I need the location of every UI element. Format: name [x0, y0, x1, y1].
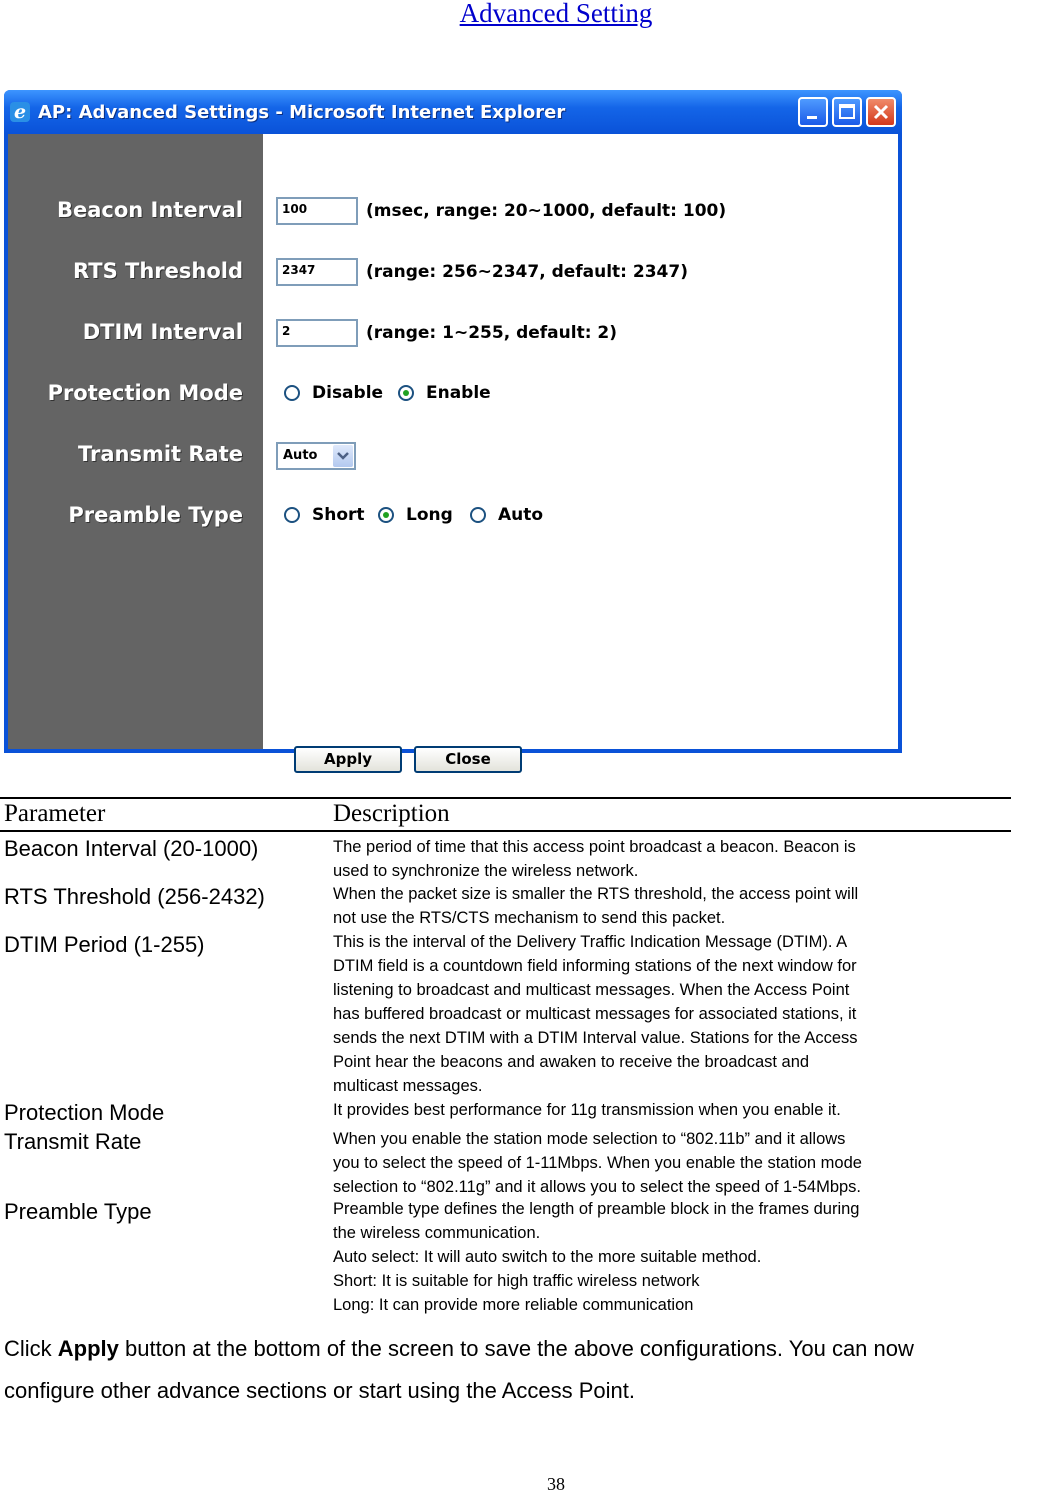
ie-window: [4, 90, 902, 768]
preamble-short-label: Short: [312, 505, 365, 525]
rts-threshold-label: RTS Threshold: [73, 259, 243, 283]
table-row-desc: The period of time that this access point broadcast a beacon. Beacon is used to synchronize the wireless network.: [333, 838, 856, 880]
table-row-desc: It provides best performance for 11g transmission when you enable it.: [333, 1101, 841, 1119]
protection-mode-label: Protection Mode: [47, 381, 243, 405]
window-title: AP: Advanced Settings - Microsoft Internet Explorer: [38, 102, 566, 123]
table-row-param: Beacon Interval (20-1000): [4, 836, 259, 861]
dropdown-arrow[interactable]: [333, 445, 353, 467]
preamble-long-label: Long: [406, 505, 453, 525]
protection-enable-label: Enable: [426, 383, 491, 403]
rts-threshold-input[interactable]: 2347: [276, 258, 358, 286]
window-content: [8, 134, 898, 768]
beacon-interval-hint: (msec, range: 20~1000, default: 100): [366, 201, 727, 221]
preamble-auto-label: Auto: [498, 505, 544, 525]
table-row-param: Preamble Type: [4, 1199, 152, 1224]
preamble-auto-radio[interactable]: [470, 507, 486, 523]
close-button[interactable]: Close: [414, 746, 522, 773]
table-row-param: RTS Threshold (256-2432): [4, 884, 265, 909]
close-window-button[interactable]: [866, 97, 896, 127]
preamble-long-radio[interactable]: [378, 507, 394, 523]
dtim-interval-label: DTIM Interval: [82, 320, 243, 344]
dtim-interval-hint: (range: 1~255, default: 2): [366, 323, 618, 343]
table-row-desc: This is the interval of the Delivery Traffic Indication Message (DTIM). A DTIM field is a countdown field informing stations of the next window for listening to broadcast and multicast messages. When the Access Point has buffered broadcast or multicast messages for associated stations, it sends the next DTIM with a DTIM Interval value. Stations for the Access Point hear the beacons and awaken to receive the broadcast and multicast messages.: [333, 933, 858, 1095]
chevron-down-icon: [333, 445, 353, 467]
document-title: Advanced Setting: [459, 0, 653, 28]
apply-button[interactable]: Apply: [294, 746, 402, 773]
dtim-interval-input[interactable]: 2: [276, 319, 358, 347]
maximize-icon: [834, 99, 860, 125]
table-row-desc: When you enable the station mode selection to “802.11b” and it allows you to select the speed of 1-11Mbps. When you enable the station mode selection to “802.11g” and it allows you to select the speed of 1-54Mbps.: [333, 1130, 862, 1196]
header-parameter: Parameter: [4, 800, 106, 827]
maximize-button[interactable]: [832, 97, 862, 127]
header-description: Description: [333, 800, 450, 827]
page-number: 38: [547, 1474, 565, 1494]
table-header-rule: [0, 830, 1011, 832]
rts-threshold-hint: (range: 256~2347, default: 2347): [366, 262, 688, 282]
table-row-param: DTIM Period (1-255): [4, 932, 205, 957]
transmit-rate-label: Transmit Rate: [77, 442, 243, 466]
beacon-interval-input[interactable]: 100: [276, 197, 358, 225]
table-top-rule: [0, 797, 1011, 799]
instruction-paragraph: Click Apply button at the bottom of the screen to save the above configurations. You can now configure other advance sections or start using the Access Point.: [4, 1336, 914, 1403]
preamble-type-label: Preamble Type: [68, 503, 243, 527]
apply-emphasis: Apply: [57, 1336, 119, 1361]
minimize-icon: [800, 99, 826, 125]
preamble-short-radio[interactable]: [284, 507, 300, 523]
table-row-param: Transmit Rate: [4, 1129, 142, 1154]
internet-explorer-icon: e: [10, 102, 30, 122]
beacon-interval-label: Beacon Interval: [56, 198, 243, 222]
close-icon: [868, 99, 894, 125]
window-titlebar[interactable]: [4, 90, 902, 134]
table-row-desc: When the packet size is smaller the RTS threshold, the access point will not use the RTS/CTS mechanism to send this packet.: [333, 885, 859, 927]
protection-disable-label: Disable: [312, 383, 384, 403]
transmit-rate-value: Auto: [283, 448, 318, 463]
protection-enable-radio[interactable]: [398, 385, 414, 401]
transmit-rate-select[interactable]: [276, 442, 356, 470]
label-column: [8, 134, 263, 749]
minimize-button[interactable]: [798, 97, 828, 127]
table-row-desc: Preamble type defines the length of preamble block in the frames during the wireless communication. Auto select: It will auto switch to the more suitable method. Short: It is suitable for high traffic wireless network Long: It can provide more reliable communication: [333, 1200, 860, 1314]
protection-disable-radio[interactable]: [284, 385, 300, 401]
table-row-param: Protection Mode: [4, 1100, 165, 1125]
